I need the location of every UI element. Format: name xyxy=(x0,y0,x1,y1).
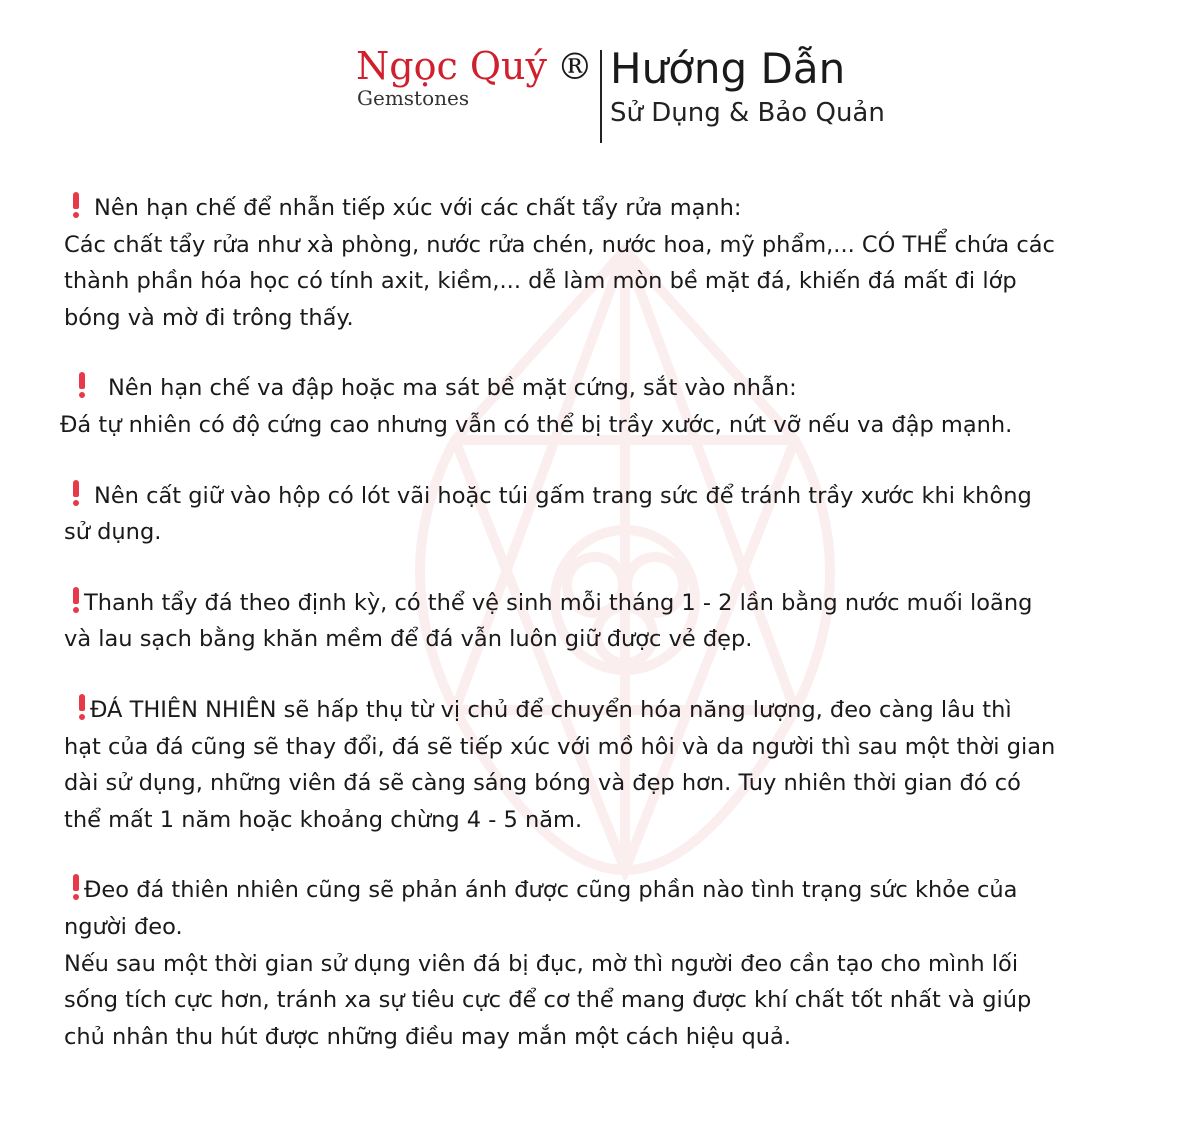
care-item-2 xyxy=(60,370,1134,443)
care-item-4 xyxy=(64,585,1134,658)
item-heading: Nên hạn chế va đập hoặc ma sát bề mặt cứng, sắt vào nhẫn: xyxy=(108,375,797,402)
exclamation-mark-icon xyxy=(78,372,86,398)
page-header xyxy=(0,40,1200,150)
exclamation-mark-icon xyxy=(72,480,80,506)
page-subtitle: Sử Dụng & Bảo Quản xyxy=(610,98,885,129)
item-text: thành phần hóa học có tính axit, kiềm,... dễ làm mòn bề mặt đá, khiến đá mất đi lớp xyxy=(64,268,1017,295)
exclamation-mark-icon xyxy=(72,587,80,613)
item-text: Nếu sau một thời gian sử dụng viên đá bị đục, mờ thì người đeo cần tạo cho mình lối xyxy=(64,950,1019,977)
brand-name: Ngọc Quý xyxy=(356,44,547,88)
item-heading: ĐÁ THIÊN NHIÊN sẽ hấp thụ từ vị chủ để chuyển hóa năng lượng, đeo càng lâu thì xyxy=(90,696,1012,723)
item-text: Các chất tẩy rửa như xà phòng, nước rửa chén, nước hoa, mỹ phẩm,... CÓ THỂ chứa các xyxy=(64,231,1055,258)
page-title: Hướng Dẫn xyxy=(610,44,846,93)
exclamation-mark-icon xyxy=(72,874,80,900)
exclamation-mark-icon xyxy=(72,192,80,218)
header-divider xyxy=(600,50,602,143)
care-item-5 xyxy=(64,692,1134,838)
item-text: sống tích cực hơn, tránh xa sự tiêu cực để cơ thể mang được khí chất tốt nhất và giúp xyxy=(64,987,1032,1014)
care-item-6 xyxy=(64,872,1134,1055)
care-item-3 xyxy=(64,478,1134,551)
item-heading: Đeo đá thiên nhiên cũng sẽ phản ánh được cũng phần nào tình trạng sức khỏe của xyxy=(84,877,1018,904)
item-text: sử dụng. xyxy=(64,519,162,546)
item-text: Đá tự nhiên có độ cứng cao nhưng vẫn có thể bị trầy xước, nứt vỡ nếu va đập mạnh. xyxy=(60,411,1013,438)
item-text: người đeo. xyxy=(64,913,183,940)
item-text: dài sử dụng, những viên đá sẽ càng sáng bóng và đẹp hơn. Tuy nhiên thời gian đó có xyxy=(64,770,1021,797)
exclamation-mark-icon xyxy=(78,694,86,720)
item-text: bóng và mờ đi trông thấy. xyxy=(64,304,354,331)
guide-content xyxy=(60,190,1134,1089)
title-block xyxy=(610,46,885,128)
item-heading: Thanh tẩy đá theo định kỳ, có thể vệ sinh mỗi tháng 1 - 2 lần bằng nước muối loãng xyxy=(84,589,1033,616)
item-heading: Nên cất giữ vào hộp có lót vãi hoặc túi gấm trang sức để tránh trầy xước khi không xyxy=(94,482,1032,509)
brand-subtitle: Gemstones xyxy=(357,86,470,110)
item-text: chủ nhân thu hút được những điều may mắn một cách hiệu quả. xyxy=(64,1023,791,1050)
item-text: và lau sạch bằng khăn mềm để đá vẫn luôn giữ được vẻ đẹp. xyxy=(64,626,753,653)
item-text: hạt của đá cũng sẽ thay đổi, đá sẽ tiếp xúc với mồ hôi và da người thì sau một thời gian xyxy=(64,733,1056,760)
item-heading: Nên hạn chế để nhẫn tiếp xúc với các chất tẩy rửa mạnh: xyxy=(94,195,742,221)
item-text: thể mất 1 năm hoặc khoảng chừng 4 - 5 năm. xyxy=(64,806,583,833)
care-item-1 xyxy=(64,190,1134,336)
brand-logo xyxy=(356,46,596,110)
registered-mark: ® xyxy=(556,47,593,88)
